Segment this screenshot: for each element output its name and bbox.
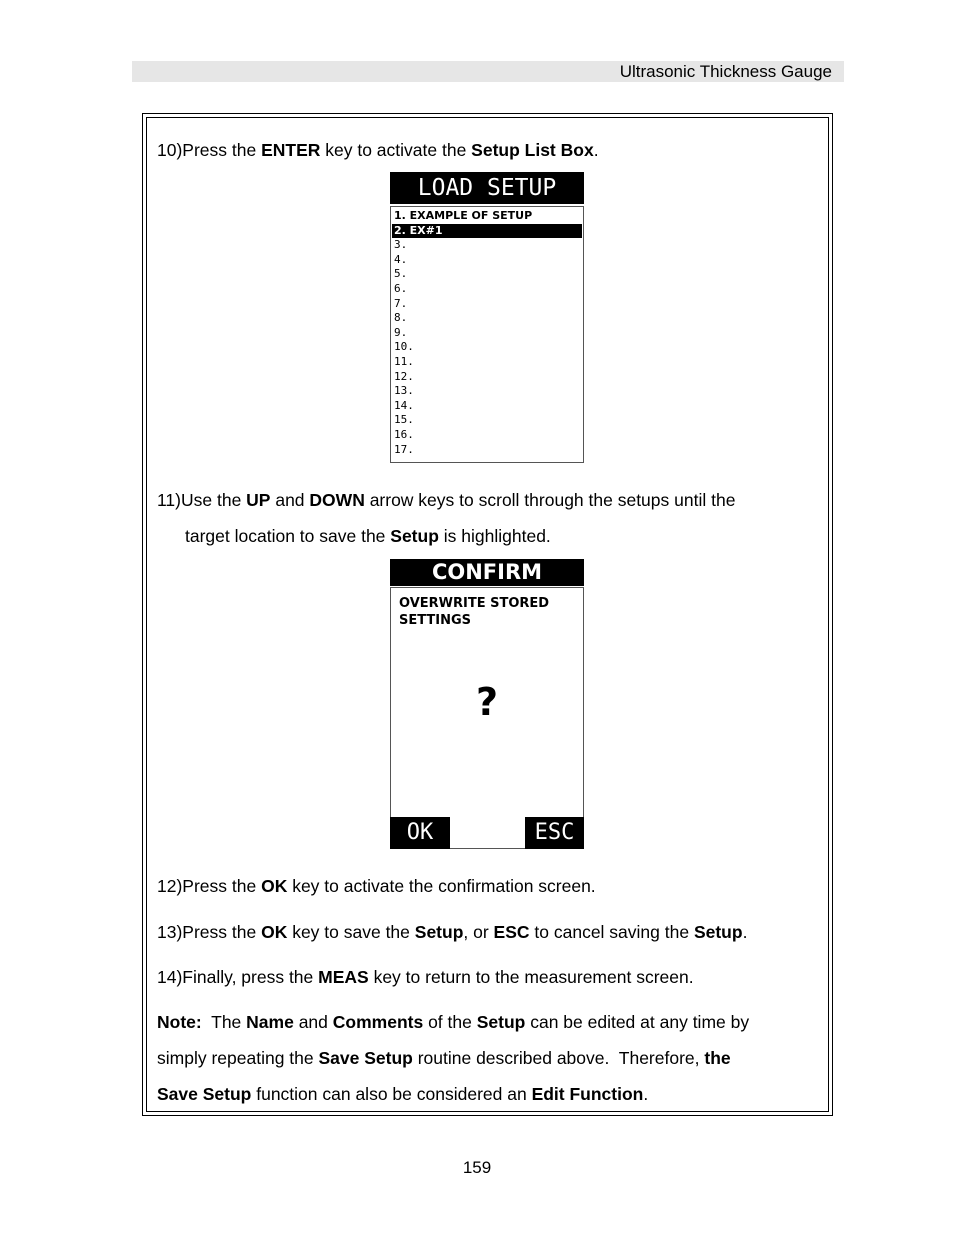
key-ok: OK [261, 876, 288, 896]
setup-list-item[interactable]: 5. [394, 267, 408, 281]
term-save-setup: Save Setup [157, 1084, 252, 1104]
page-header [132, 61, 844, 82]
step-11-continued [185, 525, 551, 547]
setup-list-item[interactable]: 14. [394, 398, 414, 412]
key-down: DOWN [309, 490, 365, 510]
note-text: and [293, 1012, 333, 1032]
key-up: UP [246, 490, 271, 510]
note-emphasis: the [704, 1048, 731, 1068]
setup-list-item[interactable]: 16. [394, 427, 414, 441]
step-text: to cancel saving the [529, 922, 694, 942]
term-save-setup: Save Setup [318, 1048, 413, 1068]
step-text: , or [463, 922, 494, 942]
key-ok: OK [261, 922, 288, 942]
note-line-3 [157, 1083, 648, 1105]
note-line-2 [157, 1047, 731, 1069]
term-setup: Setup [476, 1012, 526, 1032]
term-setup: Setup [414, 922, 464, 942]
step-10 [157, 139, 599, 161]
note-text: of the [423, 1012, 477, 1032]
setup-list-item[interactable]: 17. [394, 442, 414, 456]
term-name: Name [246, 1012, 294, 1032]
setup-list-item[interactable]: 3. [394, 238, 408, 252]
setup-list-item[interactable]: 12. [394, 369, 414, 383]
load-setup-title: LOAD SETUP [390, 172, 584, 204]
step-text: target location to save the [185, 526, 391, 546]
step-text: . [742, 922, 748, 942]
key-esc: ESC [493, 922, 530, 942]
key-meas: MEAS [318, 967, 369, 987]
setup-list-item[interactable]: 13. [394, 384, 414, 398]
confirm-dialog [390, 587, 584, 849]
term-setup-list-box: Setup List Box [471, 140, 594, 160]
setup-list-item[interactable]: 6. [394, 281, 408, 295]
note-text: function can also be considered an [251, 1084, 532, 1104]
step-text: key to return to the measurement screen. [368, 967, 694, 987]
setup-list-item[interactable]: 7. [394, 296, 408, 310]
question-mark-icon: ? [475, 680, 499, 724]
term-setup: Setup [390, 526, 439, 546]
step-text: arrow keys to scroll through the setups until the [364, 490, 736, 510]
term-comments: Comments [332, 1012, 424, 1032]
setup-list-item[interactable]: 10. [394, 340, 414, 354]
term-edit-function: Edit Function [531, 1084, 644, 1104]
setup-list-item[interactable]: 9. [394, 325, 408, 339]
step-text: is highlighted. [438, 526, 551, 546]
step-text: 11)Use the [157, 490, 247, 510]
step-text: and [270, 490, 310, 510]
confirm-message-line: SETTINGS [399, 613, 472, 628]
setup-list-box [390, 206, 584, 463]
page-number: 159 [462, 1158, 492, 1177]
ok-softkey[interactable]: OK [390, 817, 450, 849]
confirm-message [399, 595, 574, 629]
step-text: 12)Press the [157, 876, 262, 896]
header-title: Ultrasonic Thickness Gauge [619, 62, 832, 81]
setup-list-item[interactable]: 4. [394, 252, 408, 266]
note-text: routine described above. Therefore, [412, 1048, 705, 1068]
setup-list-item[interactable]: 2. EX#1 [392, 224, 582, 239]
note-text: . [643, 1084, 649, 1104]
step-text: key to activate the confirmation screen. [287, 876, 596, 896]
note-text: can be edited at any time by [525, 1012, 750, 1032]
note-label: Note: [157, 1012, 202, 1032]
confirm-message-line: OVERWRITE STORED [399, 596, 550, 611]
step-text: 10)Press the [157, 140, 262, 160]
step-text: 13)Press the [157, 922, 262, 942]
step-13 [157, 921, 747, 943]
step-text: . [593, 140, 599, 160]
note-line-1 [157, 1011, 749, 1033]
step-12 [157, 875, 596, 897]
step-14 [157, 966, 694, 988]
setup-list-item[interactable]: 8. [394, 311, 408, 325]
step-text: key to save the [287, 922, 415, 942]
step-text: 14)Finally, press the [157, 967, 319, 987]
setup-list-item[interactable]: 1. EXAMPLE OF SETUP [394, 209, 533, 222]
step-text: key to activate the [320, 140, 472, 160]
term-setup: Setup [693, 922, 743, 942]
step-11 [157, 489, 735, 511]
esc-softkey[interactable]: ESC [525, 817, 584, 849]
note-text: The [201, 1012, 247, 1032]
setup-list-item[interactable]: 11. [394, 354, 414, 368]
note-text: simply repeating the [157, 1048, 319, 1068]
confirm-title: CONFIRM [390, 559, 584, 586]
key-enter: ENTER [261, 140, 321, 160]
setup-list-item[interactable]: 15. [394, 413, 414, 427]
